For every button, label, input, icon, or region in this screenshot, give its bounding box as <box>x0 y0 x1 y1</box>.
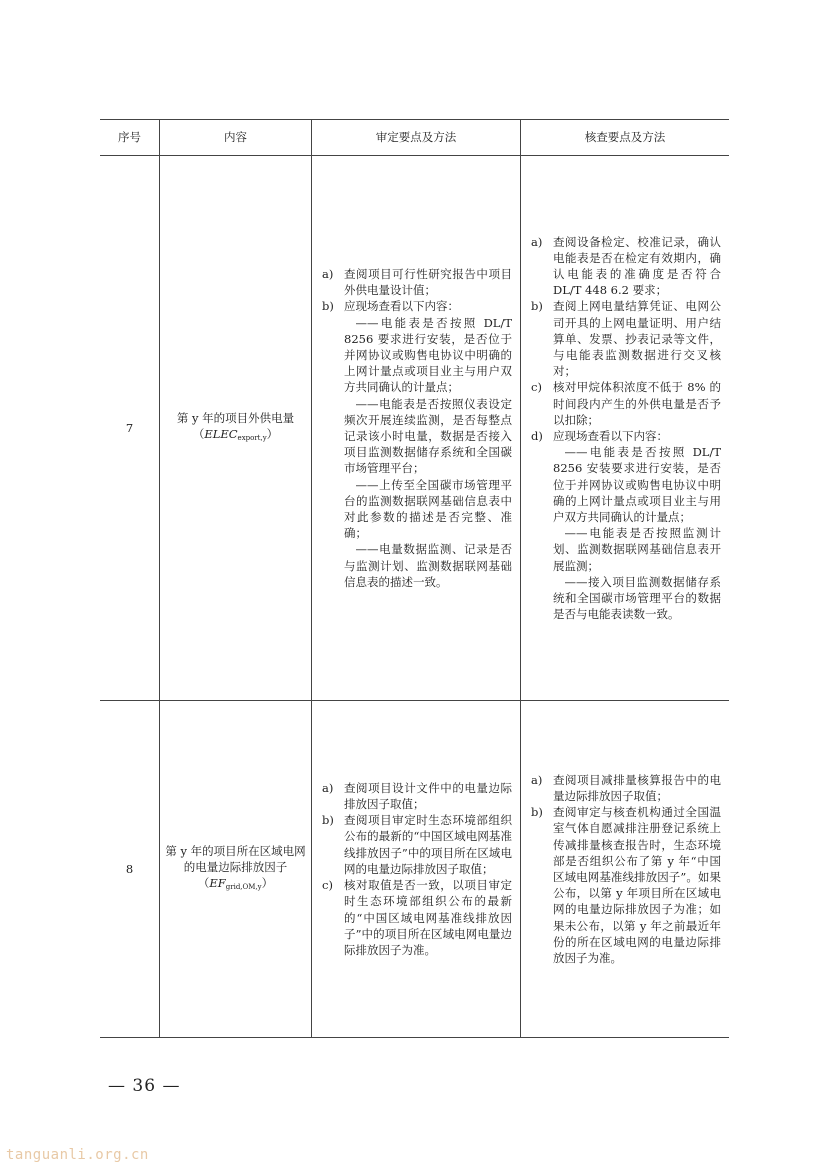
row-number: 7 <box>100 156 160 701</box>
table-row <box>100 701 729 1038</box>
item-label: a) <box>322 780 334 795</box>
item-label: a) <box>322 266 334 281</box>
verify-list <box>521 234 729 623</box>
row-content <box>160 156 312 701</box>
review-method-table <box>100 119 729 1038</box>
item-text: 查阅项目可行性研究报告中项目外供电量设计值； <box>344 266 512 298</box>
item-text: 应现场查看以下内容： <box>553 429 668 443</box>
dash-item: ——电能表是否按照 DL/T 8256 要求进行安装，是否位于并网协议或购售电协议中明确的上网计量点或项目业主与用户双方共同确认的计量点； <box>344 315 512 395</box>
row-number: 8 <box>100 701 160 1038</box>
dash-item: ——电能表是否按照 DL/T 8256 安装要求进行安装，是否位于并网协议或购售电协议中明确的上网计量点或项目业主与用户双方共同确认的计量点； <box>553 445 721 525</box>
item-text: 查阅上网电量结算凭证、电网公司开具的上网电量证明、用户结算单、发票、抄表记录等文件，与电能表监测数据进行交叉核对； <box>553 299 721 379</box>
list-item <box>322 298 512 590</box>
dash-item: ——上传至全国碳市场管理平台的监测数据联网基础信息表中对此参数的描述是否完整、准确； <box>344 477 512 541</box>
table-row <box>100 156 729 701</box>
item-label: c) <box>322 878 333 893</box>
header-serial-number: 序号 <box>100 120 160 156</box>
review-list <box>312 780 520 958</box>
list-item <box>531 298 721 379</box>
list-item <box>531 379 721 428</box>
item-body <box>344 298 512 590</box>
item-text: 查阅审定与核查机构通过全国温室气体自愿减排注册登记系统上传减排量核查报告时，生态环境部是否组织公布了第 y 年“中国区域电网基准线排放因子”。如果公布，以第 y 年项目所在区域电网的电量边际排放因子为准；如果未公布，以第 y 年之前最近年份的所在区域电网的电量边际排放因子为准。 <box>553 805 721 966</box>
item-text: 查阅设备检定、校准记录，确认电能表是否在检定有效期内，确认电能表的准确度是否符合 DL/T 448 6.2 要求； <box>553 234 721 298</box>
parameter-variable: EF <box>209 876 226 891</box>
header-review-method: 审定要点及方法 <box>312 120 521 156</box>
dash-item: ——接入项目监测数据储存系统和全国碳市场管理平台的数据是否与电能表读数一致。 <box>553 574 721 622</box>
list-item <box>531 804 721 966</box>
item-text: 核对取值是否一致，以项目审定时生态环境部组织公布的最新的“中国区域电网基准线排放因子”中的项目所在区域电网电量边际排放因子为准。 <box>344 878 512 957</box>
item-label: b) <box>531 299 543 314</box>
verify-cell <box>521 156 730 701</box>
header-content: 内容 <box>160 120 312 156</box>
site-watermark: tanguanli.org.cn <box>6 1147 149 1163</box>
review-cell <box>312 156 521 701</box>
item-label: b) <box>531 805 543 820</box>
parameter-symbol: $(ELEC_{export,y})$ <box>192 427 279 442</box>
list-item <box>322 780 512 812</box>
list-item <box>531 234 721 299</box>
item-text: 查阅项目设计文件中的电量边际排放因子取值； <box>344 780 512 812</box>
list-item <box>531 428 721 622</box>
verify-cell <box>521 701 730 1038</box>
item-body <box>553 428 721 622</box>
content-description: 第 y 年的项目所在区域电网的电量边际排放因子 <box>165 843 306 874</box>
item-text: 查阅项目审定时生态环境部组织公布的最新的“中国区域电网基准线排放因子”中的项目所在区域电网的电量边际排放因子取值； <box>344 813 512 876</box>
item-label: a) <box>531 234 543 249</box>
dash-item: ——电量数据监测、记录是否与监测计划、监测数据联网基础信息表的描述一致。 <box>344 542 512 589</box>
dash-item: ——电能表是否按照监测计划、监测数据联网基础信息表开展监测； <box>553 526 721 573</box>
review-list <box>312 266 520 590</box>
parameter-subscript: export,y <box>237 434 267 442</box>
review-cell <box>312 701 521 1038</box>
item-label: d) <box>531 429 543 443</box>
verify-list <box>521 772 729 966</box>
page-number: — 36 — <box>108 1076 181 1096</box>
item-label: b) <box>322 299 334 314</box>
row-content <box>160 701 312 1038</box>
content-description: 第 y 年的项目外供电量 <box>176 410 295 425</box>
dash-item: ——电能表是否按照仪表设定频次开展连续监测，是否每整点记录该小时电量，数据是否接入项目监测数据储存系统和全国碳市场管理平台； <box>344 396 512 476</box>
item-text: 核对甲烷体积浓度不低于 8% 的时间段内产生的外供电量是否予以扣除； <box>553 380 721 427</box>
list-item <box>322 812 512 877</box>
parameter-variable: ELEC <box>204 427 238 441</box>
parameter-subscript: grid,OM,y <box>225 883 262 892</box>
list-item <box>322 266 512 298</box>
list-item <box>322 877 512 958</box>
parameter-symbol: $(EF_{grid,OM,y})$ <box>197 876 274 892</box>
item-label: c) <box>531 380 542 395</box>
item-label: a) <box>531 772 543 787</box>
table-header-row <box>100 120 729 156</box>
item-text: 应现场查看以下内容： <box>344 299 459 314</box>
list-item <box>531 772 721 804</box>
item-label: b) <box>322 813 334 828</box>
header-verification-method: 核查要点及方法 <box>521 120 730 156</box>
item-text: 查阅项目减排量核算报告中的电量边际排放因子取值； <box>553 772 721 803</box>
